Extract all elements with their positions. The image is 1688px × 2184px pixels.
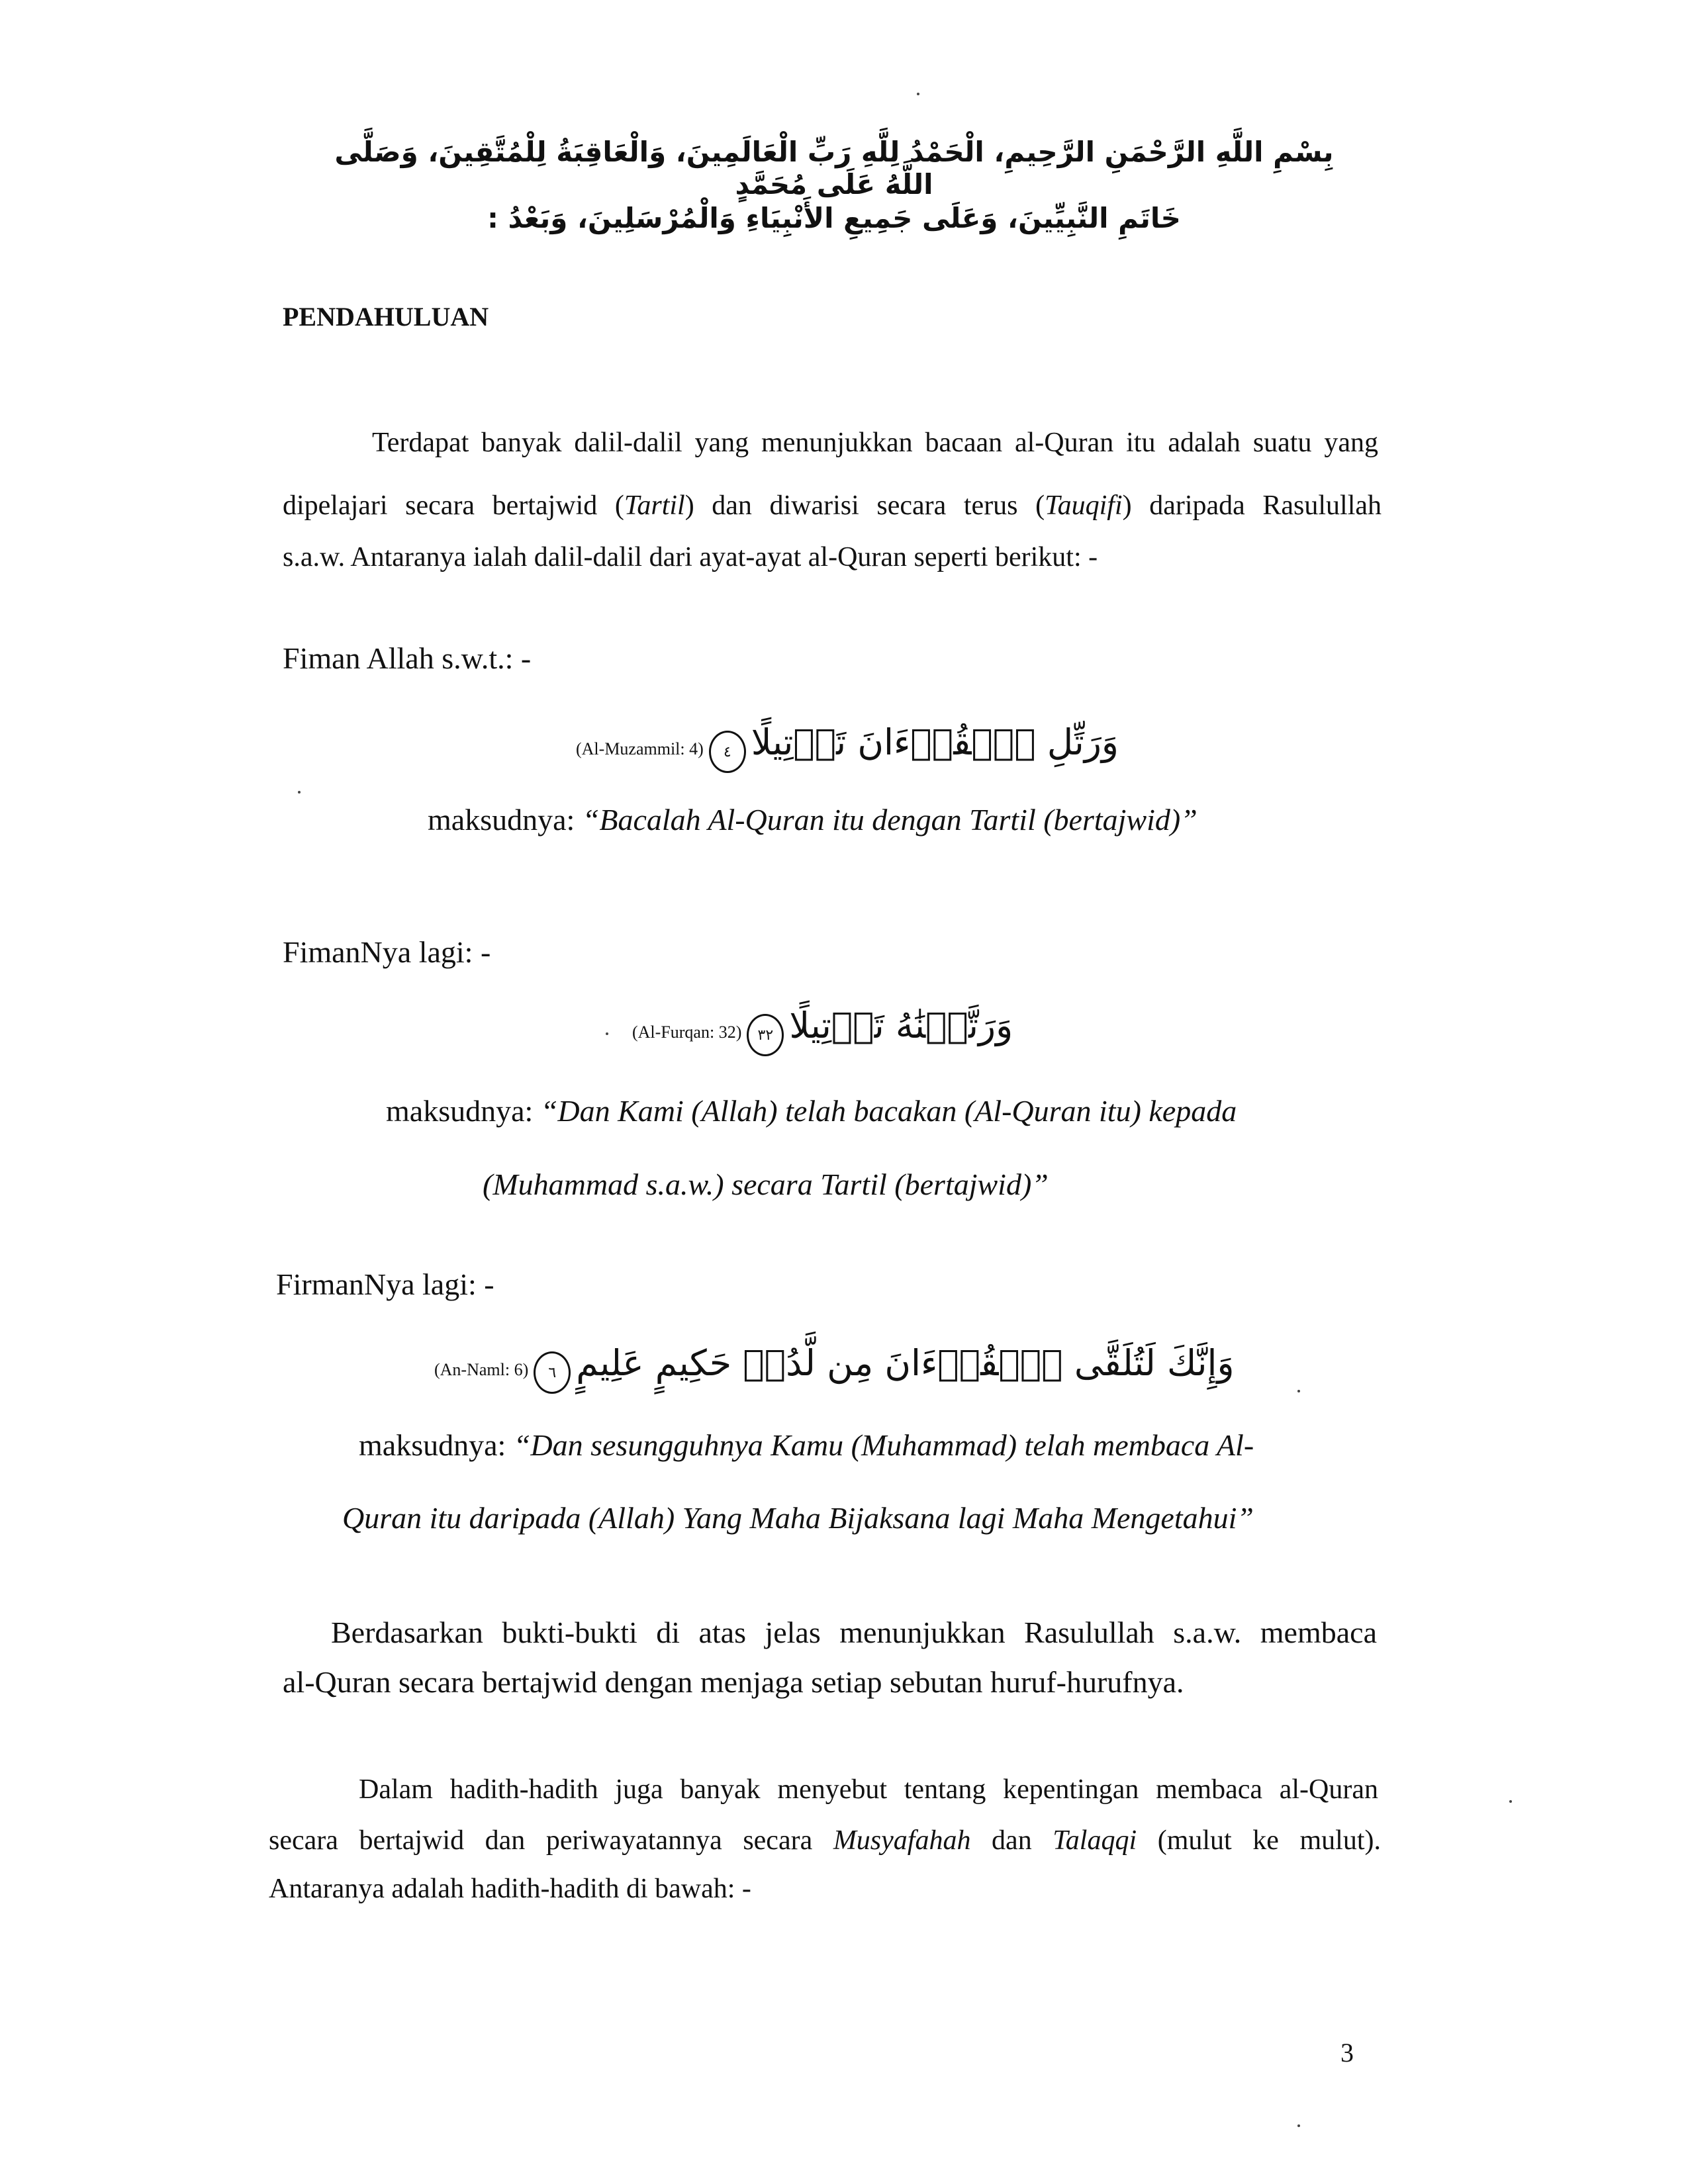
term-tartil: Tartil	[624, 490, 685, 521]
scan-speck	[606, 1032, 608, 1035]
opening-arabic-line-2: خَاتَمِ النَّبِيِّينَ، وَعَلَى جَمِيعِ الأَنْبِيَاءِ وَالْمُرْسَلِينَ، وَبَعْدُ :	[487, 202, 1181, 234]
hadith-text: dan	[970, 1825, 1053, 1856]
intro-line-3: s.a.w. Antaranya ialah dalil-dalil dari ayat-ayat al-Quran seperti berikut: -	[283, 542, 1098, 572]
intro-line-1: Terdapat banyak dalil-dalil yang menunjukkan bacaan al-Quran itu adalah suatu yang	[372, 428, 1378, 458]
ayah-number-icon: ٦	[534, 1351, 571, 1394]
meaning-prefix: maksudnya:	[359, 1428, 514, 1462]
hadith-text: (mulut ke mulut).	[1137, 1825, 1381, 1856]
verse-arabic: وَرَتِّلِ ٱلۡقُرۡءَانَ تَرۡتِيلًا	[751, 721, 1119, 763]
verse-meaning	[428, 802, 1197, 837]
section-heading: PENDAHULUAN	[283, 302, 489, 332]
scan-speck	[1509, 1800, 1512, 1803]
hadith-text: secara bertajwid dan periwayatannya secara	[269, 1825, 833, 1856]
intro-line-2	[283, 490, 1382, 522]
conclusion-line-2: al-Quran secara bertajwid dengan menjaga setiap sebutan huruf-hurufnya.	[283, 1665, 1184, 1699]
scan-speck	[1297, 2124, 1300, 2127]
meaning-text: “Dan Kami (Allah) telah bacakan (Al-Quran itu) kepada	[540, 1094, 1237, 1128]
hadith-intro-line-3: Antaranya adalah hadith-hadith di bawah: -	[269, 1874, 751, 1904]
verse-reference: (Al-Muzammil: 4)	[576, 739, 704, 758]
meaning-text: Quran itu daripada (Allah) Yang Maha Bijaksana lagi Maha Mengetahui”	[342, 1501, 1254, 1535]
meaning-text: (Muhammad s.a.w.) secara Tartil (bertajwid)”	[483, 1167, 1049, 1201]
verse-label: FirmanNya lagi: -	[276, 1267, 494, 1301]
verse-reference: (Al-Furqan: 32)	[632, 1023, 742, 1042]
scan-speck	[298, 791, 301, 794]
opening-arabic-line-1: بِسْمِ اللَّهِ الرَّحْمَنِ الرَّحِيمِ، الْحَمْدُ لِلَّهِ رَبِّ الْعَالَمِينَ، وَالْعَاقِبَةُ لِلْمُتَّقِينَ، وَصَلَّى اللَّهُ عَلَى مُحَمَّدٍ	[334, 136, 1334, 201]
verse-label: FimanNya lagi: -	[283, 935, 491, 969]
conclusion-line-1: Berdasarkan bukti-bukti di atas jelas menunjukkan Rasulullah s.a.w. membaca	[331, 1615, 1377, 1649]
verse-meaning	[386, 1093, 1237, 1128]
verse-label: Fiman Allah s.w.t.: -	[283, 641, 532, 675]
verse-arabic: وَإِنَّكَ لَتُلَقَّى ٱلۡقُرۡءَانَ مِن لَّدُنۡ حَكِيمٍ عَلِيمٍ	[576, 1342, 1235, 1384]
hadith-intro-line-1: Dalam hadith-hadith juga banyak menyebut tentang kepentingan membaca al-Quran	[359, 1774, 1378, 1805]
intro-text: dipelajari secara bertajwid (	[283, 490, 624, 521]
verse-block	[632, 1005, 1013, 1056]
verse-block	[576, 721, 1119, 773]
verse-meaning	[359, 1428, 1254, 1463]
ayah-number-icon: ٤	[709, 731, 746, 773]
hadith-intro-line-2	[269, 1825, 1381, 1856]
intro-text: ) dan diwarisi secara terus (	[684, 490, 1045, 521]
page-number: 3	[1340, 2038, 1354, 2068]
scan-speck	[1297, 1390, 1300, 1392]
ayah-number-icon: ٣٢	[747, 1014, 784, 1056]
term-musyafahah: Musyafahah	[833, 1825, 971, 1856]
term-tauqifi: Tauqifi	[1045, 490, 1123, 521]
meaning-prefix: maksudnya:	[386, 1094, 541, 1128]
meaning-text: “Dan sesungguhnya Kamu (Muhammad) telah membaca Al-	[513, 1428, 1254, 1462]
verse-reference: (An-Naml: 6)	[434, 1360, 529, 1379]
intro-text: ) daripada Rasulullah	[1122, 490, 1382, 521]
meaning-prefix: maksudnya:	[428, 803, 583, 837]
scan-speck	[917, 93, 919, 95]
verse-block	[434, 1342, 1235, 1394]
verse-arabic: وَرَتَّلۡنَٰهُ تَرۡتِيلًا	[789, 1005, 1013, 1046]
term-talaqqi: Talaqqi	[1053, 1825, 1137, 1856]
meaning-text: “Bacalah Al-Quran itu dengan Tartil (bertajwid)”	[582, 803, 1197, 837]
